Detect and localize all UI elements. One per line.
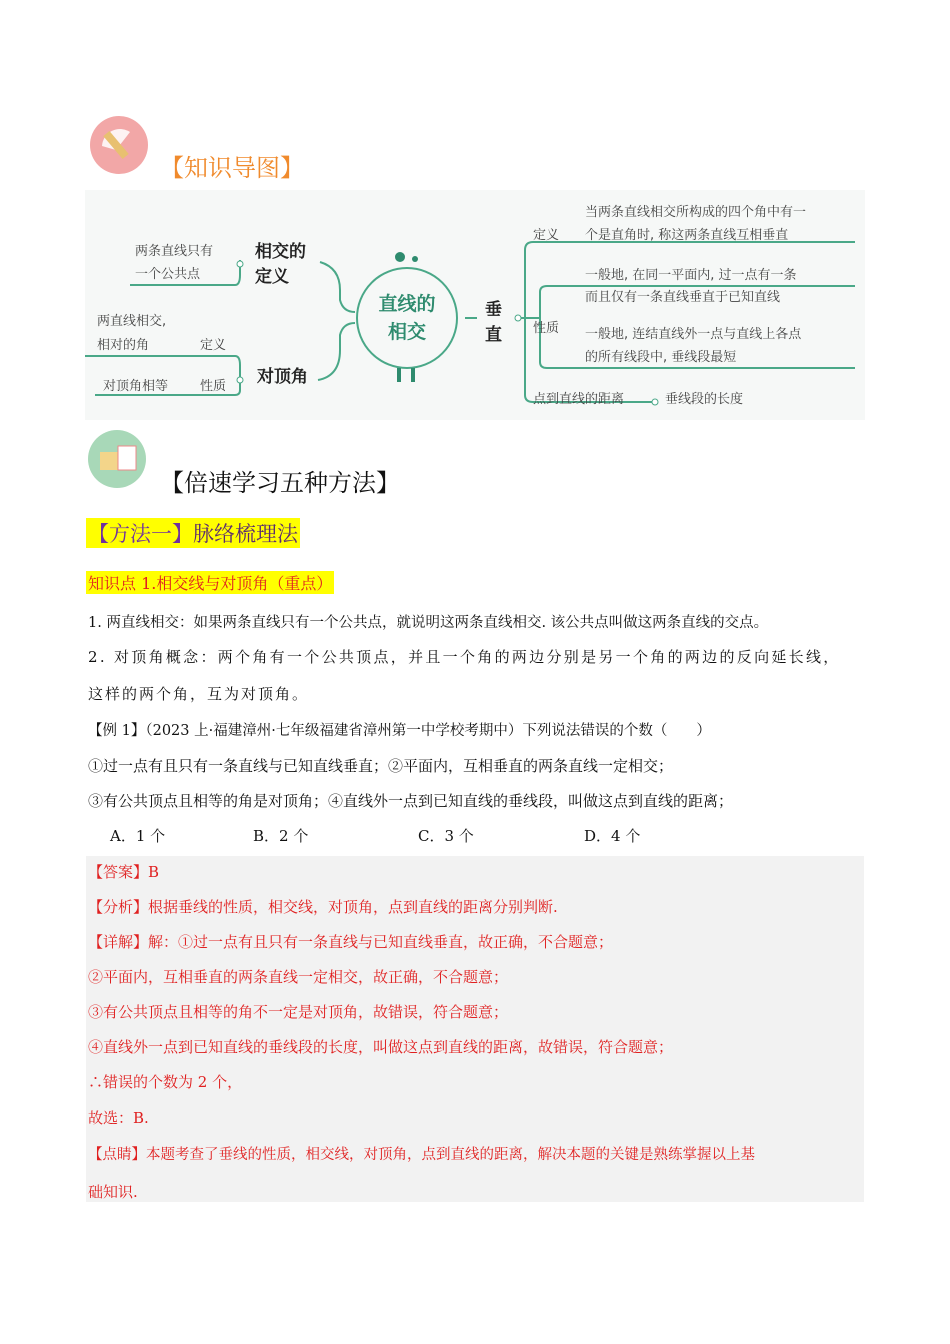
perp-def-label: 定义	[533, 228, 560, 243]
perp-prop2: 的所有线段中, 垂线段最短	[585, 350, 737, 365]
solution-comment: 础知识.	[88, 1183, 138, 1201]
mind-map	[85, 190, 865, 420]
perpendicular-label: 直	[485, 325, 502, 345]
perpendicular-label: 垂	[485, 300, 502, 320]
vertical-prop-detail: 对顶角相等	[103, 379, 169, 394]
distance-label: 点到直线的距离	[533, 392, 625, 407]
perp-prop1: 一般地, 在同一平面内, 过一点有一条	[585, 268, 797, 283]
perp-prop2: 一般地, 连结直线外一点与直线上各点	[585, 327, 802, 342]
body-paragraph: 1. 两直线相交：如果两条直线只有一个公共点，就说明这两条直线相交. 该公共点叫做这两条直线的交点。	[88, 615, 769, 631]
example-statement: ①过一点有且只有一条直线与已知直线垂直；②平面内，互相垂直的两条直线一定相交；	[88, 757, 674, 775]
intersect-def-detail: 两条直线只有	[135, 244, 214, 259]
solution-comment: 【点睛】本题考查了垂线的性质，相交线，对顶角，点到直线的距离，解决本题的关键是熟练掌握以上基	[88, 1147, 755, 1163]
solution-detail: ③有公共顶点且相等的角不一定是对顶角，故错误，符合题意；	[88, 1003, 509, 1021]
knowledge-point-heading: 知识点 1.相交线与对顶角（重点）	[86, 571, 334, 594]
vertical-angles-label: 对顶角	[257, 367, 308, 387]
section-title-methods: 【倍速学习五种方法】	[160, 469, 400, 497]
section-title-mindmap: 【知识导图】	[160, 154, 304, 182]
distance-detail: 垂线段的长度	[665, 392, 744, 407]
solution-detail: ④直线外一点到已知直线的垂线段的长度，叫做这点到直线的距离，故错误，符合题意；	[88, 1038, 674, 1056]
option-b: B．2 个	[253, 827, 309, 845]
intersect-def-detail: 一个公共点	[135, 267, 201, 282]
solution-detail: ②平面内，互相垂直的两条直线一定相交，故正确，不合题意；	[88, 968, 509, 986]
option-c: C．3 个	[418, 827, 474, 845]
vertical-def-detail: 相对的角	[97, 338, 150, 353]
solution-analysis: 【分析】根据垂线的性质，相交线，对顶角，点到直线的距离分别判断.	[88, 898, 558, 916]
perp-prop1: 而且仅有一条直线垂直于已知直线	[585, 290, 781, 305]
option-a: A．1 个	[110, 827, 166, 845]
vertical-def-label: 定义	[200, 338, 227, 353]
example-statement: ③有公共顶点且相等的角是对顶角；④直线外一点到已知直线的垂线段，叫做这点到直线的距离；	[88, 792, 734, 810]
perp-prop-label: 性质	[533, 321, 560, 336]
solution-conclusion: ∴错误的个数为 2 个，	[88, 1073, 243, 1091]
solution-answer: 【答案】B	[88, 863, 160, 881]
solution-detail: 【详解】解：①过一点有且只有一条直线与已知直线垂直，故正确，不合题意；	[88, 933, 614, 951]
intersect-def-label: 定义	[255, 267, 289, 287]
example-heading: 【例 1】（2023 上·福建漳州·七年级福建省漳州第一中学校考期中）下列说法错误的个数（ ）	[88, 723, 711, 739]
perp-def-detail: 个是直角时, 称这两条直线互相垂直	[585, 228, 789, 243]
vertical-prop-label: 性质	[200, 379, 227, 394]
option-d: D．4 个	[584, 827, 641, 845]
solution-choice: 故选：B.	[88, 1109, 149, 1127]
perp-def-detail: 当两条直线相交所构成的四个角中有一	[585, 205, 807, 220]
intersect-def-label: 相交的	[255, 242, 306, 262]
center-topic: 直线的 相交	[378, 293, 436, 343]
body-paragraph: 2. 对顶角概念：两个角有一个公共顶点，并且一个角的两边分别是另一个角的两边的反向延长线，	[88, 648, 841, 666]
body-paragraph: 这样的两个角，互为对顶角。	[88, 685, 310, 703]
folder-icon	[88, 430, 146, 488]
method-heading: 【方法一】脉络梳理法	[86, 518, 300, 548]
vertical-def-detail: 两直线相交,	[97, 314, 167, 329]
protractor-icon	[90, 116, 148, 174]
